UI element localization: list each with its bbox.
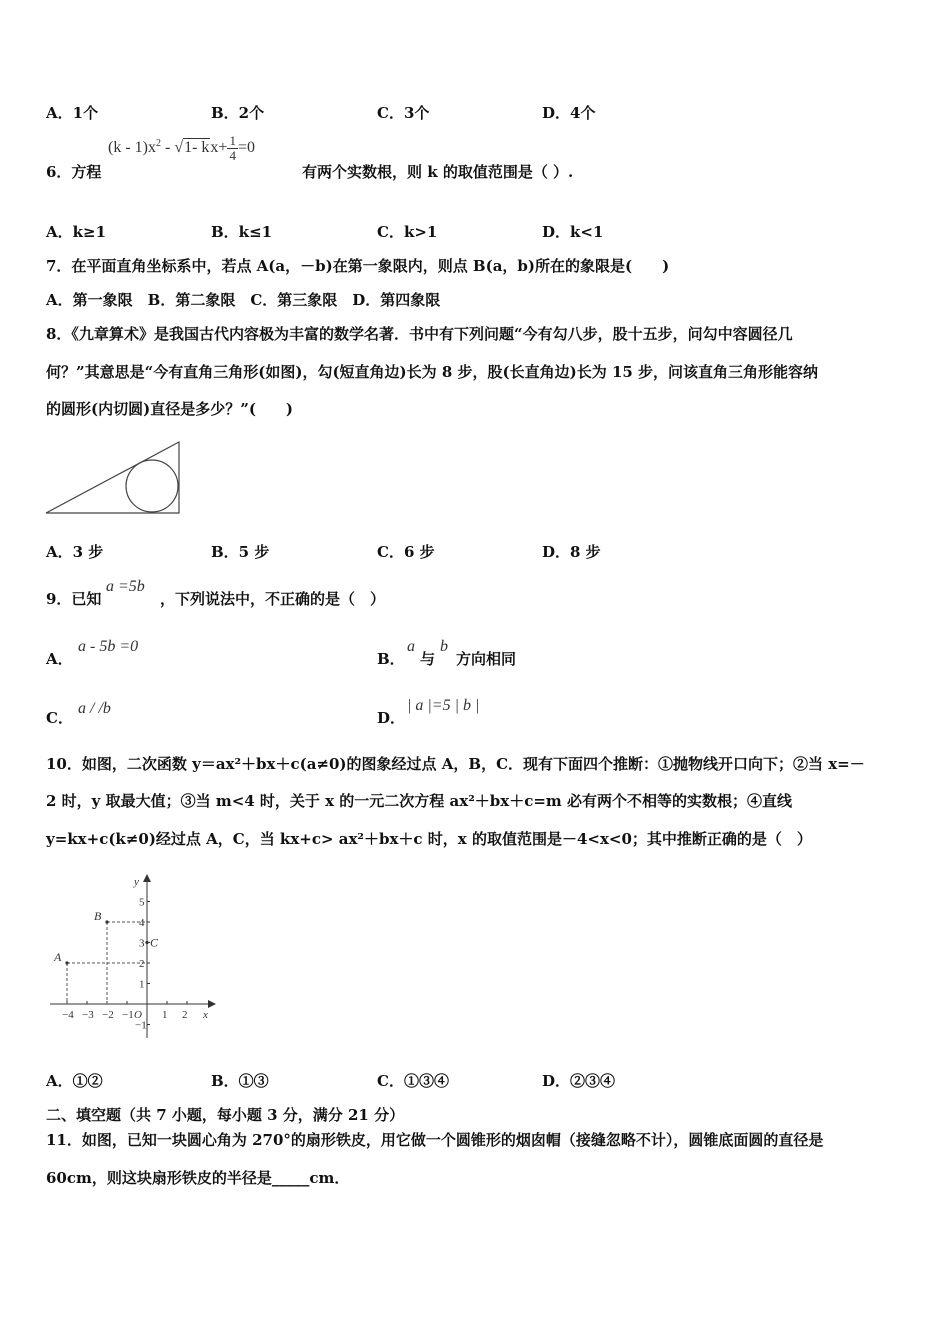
x-tick-label: −3: [82, 1009, 94, 1021]
inscribed-circle: [126, 460, 178, 512]
y-tick-label: 2: [139, 958, 145, 970]
q6-option-d: D．k<1: [542, 223, 604, 241]
point-label-a: A: [54, 950, 62, 964]
q8-option-a: A．3 步: [46, 543, 104, 561]
q9-suffix: ，下列说法中，不正确的是（ ）: [160, 590, 386, 608]
point-a: [65, 961, 68, 964]
section-2-title: 二、填空题（共 7 小题，每小题 3 分，满分 21 分）: [46, 1106, 405, 1124]
point-label-c: C: [150, 935, 159, 950]
q7-options: A．第一象限 B．第二象限 C．第三象限 D．第四象限: [46, 291, 441, 309]
q8-option-c: C．6 步: [377, 543, 435, 561]
x-axis-label: x: [203, 1009, 208, 1021]
x-tick-label: 2: [182, 1009, 188, 1021]
q8-line-2: 何？”其意思是“今有直角三角形(如图)，勾(短直角边)长为 8 步，股(长直角边)长为 15 步，问该直角三角形能容纳: [46, 363, 819, 381]
axis-ticks: [62, 897, 188, 1032]
q9-option-c-label: C．: [46, 709, 73, 727]
q5-option-a: A．1个: [46, 104, 99, 122]
q11-line-1: 11．如图，已知一块圆心角为 270°的扇形铁皮，用它做一个圆锥形的烟囱帽（接缝忽略不计），圆锥底面圆的直径是: [46, 1131, 824, 1149]
q10-option-d: D．②③④: [542, 1072, 616, 1090]
x-axis-arrow: [208, 1000, 216, 1008]
q9-option-a-math: a - 5b =0: [78, 638, 139, 655]
y-axis-arrow: [143, 874, 151, 882]
q6-suffix: 有两个实数根，则 k 的取值范围是（ ）.: [302, 163, 574, 181]
point-b: [105, 920, 108, 923]
q5-option-c: C．3个: [377, 104, 430, 122]
y-tick-label: 5: [139, 896, 145, 909]
y-tick-label: −1: [135, 1019, 147, 1032]
q10-option-a: A．①②: [46, 1072, 103, 1090]
right-triangle: [46, 442, 179, 513]
q8-option-b: B．5 步: [211, 543, 270, 561]
q10-line-2: 2 时，y 取最大值；③当 m<4 时，关于 x 的一元二次方程 ax²＋bx＋c=m 必有两个不相等的实数根；④直线: [46, 792, 792, 810]
q9-option-b-label: B．: [377, 650, 405, 668]
x-tick-label: −2: [102, 1009, 114, 1021]
q8-line-3: 的圆形(内切圆)直径是多少？”( ): [46, 400, 294, 418]
q10-line-3: y=kx+c(k≠0)经过点 A，C，当 kx+c> ax²＋bx＋c 时，x 的取值范围是－4<x<0；其中推断正确的是（ ）: [46, 830, 812, 848]
origin-label: O: [134, 1009, 142, 1021]
y-tick-label: 1: [139, 978, 145, 991]
y-tick-label: 4: [139, 917, 145, 929]
q10-option-c: C．①③④: [377, 1072, 449, 1090]
q9-option-c-math: a / /b: [78, 700, 111, 717]
q9-option-d-label: D．: [377, 709, 406, 727]
q5-option-b: B．2个: [211, 104, 265, 122]
q5-option-d: D．4个: [542, 104, 596, 122]
q8-triangle-figure: [40, 436, 190, 520]
q9-option-a-label: A．: [46, 650, 73, 668]
q9-option-b-b: b: [440, 638, 448, 655]
q9-prefix: 9．已知: [46, 590, 102, 608]
q6-option-b: B．k≤1: [211, 223, 273, 241]
point-c: [145, 941, 148, 944]
point-label-b: B: [94, 909, 102, 923]
q10-option-b: B．①③: [211, 1072, 269, 1090]
x-tick-label: −1: [122, 1009, 134, 1021]
y-axis-label: y: [134, 876, 139, 888]
q10-line-1: 10．如图，二次函数 y＝ax²＋bx＋c(a≠0)的图象经过点 A，B，C．现有下面四个推断：①抛物线开口向下；②当 x=－: [46, 755, 865, 773]
x-tick-label: 1: [162, 1009, 168, 1021]
q9-given: a =5b: [106, 578, 145, 595]
q9-option-d-math: | a |=5 | b |: [407, 697, 480, 714]
q7-question: 7．在平面直角坐标系中，若点 A(a，－b)在第一象限内，则点 B(a，b)所在的象限是( ): [46, 257, 670, 275]
q9-option-b-mid: 与: [420, 650, 436, 668]
q8-line-1: 8．《九章算术》是我国古代内容极为丰富的数学名著．书中有下列问题“今有勾八步，股十五步，问勾中容圆径几: [46, 325, 793, 343]
x-tick-label: −4: [62, 1009, 74, 1021]
q9-option-b-suffix: 方向相同: [456, 650, 517, 668]
q6-option-c: C．k>1: [377, 223, 438, 241]
q11-line-2: 60cm，则这块扇形铁皮的半径是_____cm．: [46, 1169, 350, 1187]
q9-option-b-a: a: [407, 638, 415, 655]
guide-lines: [67, 922, 147, 1004]
y-tick-label: 3: [139, 937, 145, 950]
q6-prefix: 6．方程: [46, 163, 102, 181]
q10-graph: [40, 868, 220, 1043]
q6-option-a: A．k≥1: [46, 223, 107, 241]
q8-option-d: D．8 步: [542, 543, 601, 561]
q6-equation: $(k - 1)x^2 - √1-$ kx+ $\frac{1}{4}$ =0: [108, 133, 255, 163]
